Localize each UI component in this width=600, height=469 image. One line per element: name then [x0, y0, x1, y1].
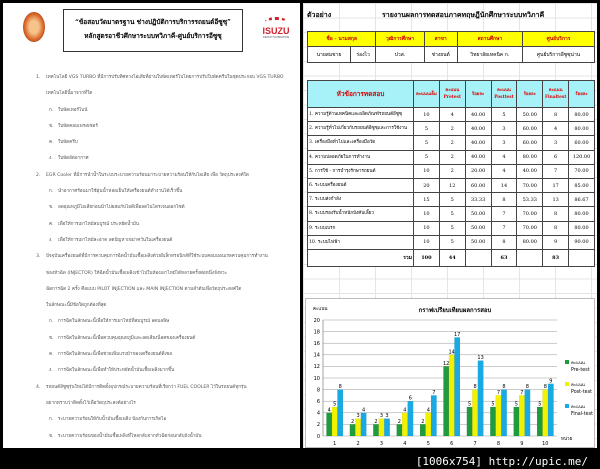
score-cell: 120.00 [569, 150, 595, 164]
item-number: ค. [49, 221, 54, 227]
bar-posttest [379, 419, 385, 436]
x-tick-label: 6 [450, 441, 454, 447]
score-cell: 14 [491, 178, 517, 192]
total-full: 100 [414, 249, 440, 266]
score-cell: 70.00 [517, 207, 543, 221]
score-header-cell: คะแนน Pretest [439, 81, 465, 108]
question-line [3, 70, 300, 86]
topic-name: 5. การใช้ - การบำรุงรักษารถยนต์ [308, 164, 414, 178]
score-cell: 4 [439, 108, 465, 122]
info-school: วิทยาลัยเทคนิค ก. [457, 47, 522, 63]
legend-label: Pre-test [571, 368, 590, 373]
score-cell: 80.00 [569, 108, 595, 122]
x-tick-label: 5 [426, 441, 430, 447]
bar-pretest [350, 424, 356, 436]
score-cell: 3 [491, 122, 517, 136]
topic-name: 8. ระบบรองรับน้ำหนักบังคับเลี้ยว [308, 207, 414, 221]
score-table [307, 80, 595, 267]
info-header-major: สาขา [424, 32, 457, 47]
score-cell: 60.00 [569, 136, 595, 150]
score-cell: 10 [414, 207, 440, 221]
y-tick-label: 2 [316, 422, 320, 429]
item-number: 3. [36, 254, 41, 260]
score-cell: 53.33 [517, 193, 543, 207]
college-seal-logo [23, 12, 45, 42]
item-text: การฉีดในลักษณะนี้เพื่อควบคุมอุณหภูมิและลดเสียงน็อคของเครื่องยนต์ [58, 335, 196, 341]
y-tick-label: 8 [316, 387, 320, 394]
data-label: 7 [432, 389, 436, 396]
x-tick-label: 3 [379, 441, 384, 447]
info-header-school: สถานศึกษา [457, 32, 522, 47]
score-cell: 50.00 [517, 108, 543, 122]
score-cell: 8 [491, 193, 517, 207]
item-text: ในลักษณะนี้มีข้อใดถูกต้องที่สุด [46, 303, 107, 309]
chart-title: กราฟเปรียบเทียบผลการสอบ [418, 307, 492, 314]
score-cell: 5 [491, 108, 517, 122]
score-cell: 60.00 [517, 122, 543, 136]
item-text: ใบพัดอัดอากาศ [58, 156, 89, 162]
score-cell: 85.00 [569, 178, 595, 192]
data-label: 2 [351, 418, 355, 425]
item-number: ข. [49, 335, 54, 341]
total-label: รวม [308, 249, 414, 266]
table-row [308, 221, 595, 235]
data-label: 3 [385, 413, 389, 420]
score-cell: 4 [543, 122, 569, 136]
score-cell: 10 [414, 235, 440, 249]
data-label: 8 [502, 384, 506, 391]
x-tick-label: 4 [403, 441, 407, 447]
x-tick-label: 2 [356, 441, 360, 447]
score-cell: 5 [439, 207, 465, 221]
score-cell: 5 [439, 193, 465, 207]
data-label: 4 [327, 407, 331, 414]
score-header-cell: คะแนน Finaltest [543, 81, 569, 108]
question-line [3, 380, 300, 396]
table-row [308, 136, 595, 150]
x-tick-label: 1 [333, 441, 337, 447]
score-cell: 86.67 [569, 193, 595, 207]
bar-pretest [467, 407, 473, 436]
table-row [308, 207, 595, 221]
bar-posttest [496, 395, 502, 436]
table-row [308, 178, 595, 192]
score-cell: 2 [439, 164, 465, 178]
score-header-cell: ร้อยละ [517, 81, 543, 108]
question-line [3, 168, 300, 184]
score-cell: 17 [543, 178, 569, 192]
score-header-cell: คะแนน Posttest [491, 81, 517, 108]
bar-finaltest [408, 401, 414, 436]
data-label: 5 [491, 401, 495, 408]
score-header-row [308, 81, 595, 108]
answer-option [3, 412, 300, 428]
item-text: เพื่อให้การเผาไหม้สะอาด ลดปัญหาเขม่าควันในเครื่องยนต์ [58, 237, 173, 243]
answer-option [3, 103, 300, 119]
answer-option [3, 184, 300, 200]
bar-finaltest [478, 361, 484, 436]
y-tick-label: 10 [313, 375, 320, 382]
topic-name: 3. เครื่องมือทั่วไปและเครื่องมือวัด [308, 136, 414, 150]
info-center: ศูนย์บริการอีซูซุน่าน [523, 47, 595, 63]
answer-option [3, 331, 300, 347]
report-title: รายงานผลการทดสอบภาคทฤษฎีนักศึกษาระบบทวิภาคี [382, 10, 545, 19]
legend-label: คะแนน [571, 405, 585, 410]
item-text: การฉีดในลักษณะนี้เพื่อทำให้ประหยัดน้ำมันเชื้อเพลิงมากขึ้น [58, 368, 175, 374]
item-text: ระบายความร้อนของน้ำมันเชื้อเพลิงที่ไหลกลับจากหัวฉีดก่อนกลับถังน้ำมัน [58, 433, 202, 439]
total-final: 83 [543, 249, 569, 266]
x-tick-label: 10 [542, 441, 549, 447]
info-major: ช่างยนต์ [424, 47, 457, 63]
data-label: 8 [525, 384, 529, 391]
bar-pretest [490, 407, 496, 436]
bar-finaltest [548, 384, 554, 436]
data-label: 2 [374, 418, 378, 425]
item-number: ข. [49, 205, 54, 211]
y-tick-label: 12 [313, 364, 320, 371]
watermark: [1006x754] http://upic.me/ [415, 455, 588, 468]
score-cell: 15 [414, 193, 440, 207]
item-number: ค. [49, 352, 54, 358]
bar-pretest [443, 366, 449, 436]
score-cell: 50.00 [465, 207, 491, 221]
legend-swatch [565, 382, 569, 386]
bar-finaltest [361, 413, 367, 436]
data-label: 14 [448, 349, 455, 356]
item-text: นำอากาศร้อนมาใช้อุ่นน้ำหล่อเย็นให้เครื่องยนต์ทำงานได้เร็วขึ้น [58, 189, 183, 195]
question-continuation [3, 266, 300, 282]
item-text: EGR Cooler ที่มีการนำน้ำในระบบระบายความร้อนมาระบายความร้อนให้กับไอเสีย เพื่อ วัตถุประสงค์ใด [46, 172, 249, 178]
item-number: 2. [36, 172, 41, 178]
score-cell: 5 [439, 235, 465, 249]
data-label: 7 [496, 389, 501, 396]
score-cell: 7 [543, 164, 569, 178]
answer-option [3, 314, 300, 330]
x-axis-label: หน่วย [561, 437, 573, 442]
score-cell: 80.00 [569, 122, 595, 136]
bar-finaltest [337, 390, 343, 436]
data-label: 2 [421, 418, 425, 425]
score-cell: 50.00 [465, 221, 491, 235]
table-row [308, 150, 595, 164]
bar-posttest [402, 413, 408, 436]
score-cell: 12 [439, 178, 465, 192]
item-text: อยากทราบว่าติดตั้งไว้เพื่อวัตถุประสงค์อย่างไร [46, 400, 136, 406]
data-label: 2 [397, 418, 401, 425]
bar-finaltest [454, 337, 460, 436]
bar-finaltest [501, 390, 507, 436]
item-text: เพื่อให้การเผาไหม้สมบูรณ์ ประหยัดน้ำมัน [58, 221, 140, 227]
item-number: ง. [49, 156, 53, 162]
item-text: ใบพัดครีบ [58, 140, 78, 146]
data-label: 9 [549, 378, 553, 385]
info-header-center: ศูนย์บริการ [523, 32, 595, 47]
topic-name: 6. ระบบเครื่องยนต์ [308, 178, 414, 192]
comparison-chart [305, 298, 595, 448]
score-cell: 2 [439, 136, 465, 150]
score-cell: 8 [543, 207, 569, 221]
score-cell: 60.00 [465, 178, 491, 192]
score-cell: 33.33 [465, 193, 491, 207]
empty-cell [517, 249, 543, 266]
exam-header-box [63, 9, 243, 52]
score-cell: 13 [543, 193, 569, 207]
score-cell: 70.00 [517, 178, 543, 192]
y-tick-label: 18 [313, 329, 320, 336]
answer-option [3, 217, 300, 233]
topic-name: 1. ความรู้ด้านเทคนิคและผลิตภัณฑ์รถยนต์อีซูซุ [308, 108, 414, 122]
item-number: ก. [49, 417, 54, 423]
exam-title: “ข้อสอบวัดมาตรฐาน ช่างปฏิบัติการบริการรถยนต์อีซูซุ” [75, 18, 231, 26]
score-cell: 80.00 [569, 221, 595, 235]
item-text: ใบพัดคอมเพรสเซอร์ [58, 123, 98, 129]
item-text: ของหัวฉีด (INJECTOR) ให้ฉีดน้ำมันเชื้อเพลิงเข้าไปในห้องเผาไหม้ได้หลายครั้งต่อหนึ่งจังหวะ [46, 270, 228, 276]
item-number: ก. [49, 107, 54, 113]
question-line [3, 249, 300, 265]
item-text: การฉีดในลักษณะนี้เพื่อให้การเผาไหม้ที่สมบูรณ์ ลดมลพิษ [58, 319, 170, 325]
score-header-cell: หัวข้อการทดสอบ [308, 81, 414, 108]
score-cell: 6 [543, 150, 569, 164]
student-info-table [307, 31, 595, 63]
empty-cell [569, 249, 595, 266]
answer-option [3, 233, 300, 249]
score-header-cell: ร้อยละ [465, 81, 491, 108]
answer-option [3, 200, 300, 216]
score-cell: 80.00 [517, 235, 543, 249]
info-last-name: ร่องไว [350, 47, 376, 63]
question-continuation [3, 396, 300, 412]
item-number: ข. [49, 123, 54, 129]
bar-pretest [514, 407, 520, 436]
data-label: 8 [543, 384, 547, 391]
score-cell: 50.00 [465, 235, 491, 249]
bar-finaltest [384, 419, 390, 436]
answer-option [3, 429, 300, 445]
score-header-cell: คะแนนเต็ม [414, 81, 440, 108]
data-label: 17 [454, 331, 461, 338]
info-education: ปวส. [376, 47, 424, 63]
data-label: 5 [514, 401, 518, 408]
score-cell: 40.00 [465, 150, 491, 164]
score-cell: 80.00 [517, 150, 543, 164]
answer-option [3, 151, 300, 167]
score-cell: 80.00 [569, 207, 595, 221]
score-cell: 40.00 [517, 164, 543, 178]
data-label: 6 [408, 395, 412, 402]
item-number: ก. [49, 319, 54, 325]
bar-posttest [332, 407, 338, 436]
score-cell: 20 [414, 178, 440, 192]
score-cell: 8 [543, 108, 569, 122]
bar-pretest [397, 424, 403, 436]
score-cell: 2 [439, 122, 465, 136]
legend-label: Final-test [571, 412, 593, 417]
score-cell: 90.00 [569, 235, 595, 249]
bar-posttest [543, 390, 549, 436]
bar-posttest [472, 390, 478, 436]
x-tick-label: 7 [473, 441, 477, 447]
score-cell: 5 [414, 122, 440, 136]
bar-posttest [355, 419, 361, 436]
score-cell: 40.00 [465, 136, 491, 150]
score-cell: 4 [491, 150, 517, 164]
example-label: ตัวอย่าง [307, 10, 332, 19]
bar-finaltest [431, 395, 437, 436]
isuzu-logo: ISUZU GROUP FOUNDATION [259, 17, 293, 39]
score-cell: 40.00 [465, 122, 491, 136]
exam-page [3, 3, 300, 448]
data-label: 4 [362, 407, 366, 414]
score-cell: 5 [414, 150, 440, 164]
score-cell: 4 [491, 164, 517, 178]
item-number: ง. [49, 237, 53, 243]
x-tick-label: 9 [520, 441, 524, 447]
score-cell: 7 [491, 221, 517, 235]
topic-name: 10. ระบบไฟฟ้า [308, 235, 414, 249]
table-row [308, 108, 595, 122]
item-number: ข. [49, 433, 54, 439]
answer-option [3, 135, 300, 151]
data-label: 3 [379, 413, 384, 420]
item-text: ระบายความร้อนให้กับน้ำมันเชื้อเพลิง ป้องกันการเกิดไอ [58, 417, 167, 423]
score-cell: 7 [491, 207, 517, 221]
score-cell: 20.00 [465, 164, 491, 178]
bar-pretest [373, 424, 379, 436]
bar-finaltest [525, 390, 531, 436]
table-row [308, 193, 595, 207]
data-label: 3 [356, 413, 360, 420]
question-list [3, 70, 300, 445]
data-label: 4 [426, 407, 430, 414]
table-row [308, 164, 595, 178]
data-label: 4 [403, 407, 407, 414]
item-number: ง. [49, 368, 53, 374]
total-pre: 44 [439, 249, 465, 266]
item-number: ก. [49, 189, 54, 195]
topic-name: 2. ความรู้ทั่วไปเกี่ยวกับรถยนต์อีซูซุและการใช้งาน [308, 122, 414, 136]
table-row [308, 235, 595, 249]
legend-label: คะแนน [571, 383, 585, 388]
question-continuation [3, 86, 300, 102]
score-cell: 10 [414, 221, 440, 235]
score-cell: 9 [543, 235, 569, 249]
data-label: 5 [538, 401, 542, 408]
topic-name: 9. ระบบเบรก [308, 221, 414, 235]
empty-cell [465, 249, 491, 266]
item-text: เทคโนโลยี VGS TURBO ที่มีการปรับทิศทางไอเสียที่ผ่านใบพัดเทอร์โบโดยการปรับใบพัดครีบในชุดประกอบ VGS TURBO [46, 75, 284, 80]
data-label: 13 [477, 355, 484, 362]
score-cell: 8 [491, 235, 517, 249]
bar-posttest [519, 395, 525, 436]
total-post: 63 [491, 249, 517, 266]
y-tick-label: 14 [313, 352, 320, 359]
score-header-cell: ร้อยละ [569, 81, 595, 108]
item-text: ปัจจุบันเครื่องยนต์ที่มีการควบคุมการฉีดน้ำมันเชื้อเพลิงด้วยอิเล็กทรอนิกส์ที่ใช้ระบบคอมมอนเรลควบคุมการทำงาน [46, 254, 268, 260]
score-cell: 60.00 [517, 136, 543, 150]
bar-pretest [326, 413, 332, 436]
item-number: ค. [49, 140, 54, 146]
score-cell: 70.00 [569, 164, 595, 178]
topic-name: 4. ความปลอดภัยในการทำงาน [308, 150, 414, 164]
data-label: 7 [520, 389, 524, 396]
bar-posttest [426, 413, 432, 436]
score-cell: 40.00 [465, 108, 491, 122]
info-first-name: นายสมชาย [308, 47, 351, 63]
legend-swatch [565, 360, 569, 364]
y-tick-label: 0 [316, 433, 320, 440]
score-cell: 2 [439, 150, 465, 164]
y-tick-label: 16 [313, 341, 320, 347]
legend-label: คะแนน [571, 361, 585, 366]
score-cell: 70.00 [517, 221, 543, 235]
info-header-name: ชื่อ - นามสกุล [308, 32, 376, 47]
item-text: เทคโนโลยีนี้มาจากที่ใด [46, 91, 93, 97]
data-label: 8 [338, 384, 342, 391]
score-cell: 5 [439, 221, 465, 235]
bar-pretest [537, 407, 543, 436]
score-cell: 5 [414, 136, 440, 150]
table-row [308, 122, 595, 136]
y-tick-label: 4 [316, 410, 320, 417]
total-row [308, 249, 595, 266]
question-continuation [3, 282, 300, 298]
y-axis-label: คะแนน [313, 307, 328, 312]
x-tick-label: 8 [496, 441, 501, 447]
score-cell: 10 [414, 108, 440, 122]
report-header [307, 7, 593, 23]
item-text: ใบพัดเทอร์ไบน์ [58, 107, 88, 113]
topic-name: 7. ระบบส่งกำลัง [308, 193, 414, 207]
item-text: รถยนต์อีซูซุรุ่นใหม่ได้มีการติดตั้งอุปกรณ์ระบายความร้อนที่เรียกว่า FUEL COOLER ไว้ในรถยนต์ทุกรุ่น [46, 384, 247, 390]
score-cell: 3 [543, 136, 569, 150]
answer-option [3, 119, 300, 135]
chart-svg [305, 298, 595, 448]
y-tick-label: 20 [313, 317, 320, 324]
bar-posttest [449, 355, 455, 436]
score-cell: 3 [491, 136, 517, 150]
item-number: 1. [36, 75, 41, 80]
bar-pretest [420, 424, 426, 436]
score-cell: 8 [543, 221, 569, 235]
data-label: 5 [468, 401, 472, 408]
answer-option [3, 347, 300, 363]
item-text: ลดอุณหภูมิไอเสียก่อนนำไปผสมกับไอดีเพื่อลดไนโตรเจนออกไซด์ [58, 205, 185, 211]
question-continuation [3, 298, 300, 314]
data-label: 5 [333, 401, 337, 408]
legend-swatch [565, 404, 569, 408]
answer-option [3, 363, 300, 379]
exam-subtitle: หลักสูตรอาชีวศึกษาระบบทวิภาคี-ศูนย์บริการอีซูซุ [84, 32, 222, 40]
data-label: 8 [473, 384, 477, 391]
report-page [303, 3, 597, 448]
data-label: 12 [443, 360, 450, 367]
item-text: ฉีดการฉีด 2 ครั้ง คือแบบ PILOT INJECTION และ MAIN INJECTION ตามลำดับเพื่อวัตถุประสงค์ใด [46, 286, 242, 292]
y-tick-label: 6 [316, 399, 320, 405]
legend-label: Post-test [571, 390, 592, 395]
item-number: 4. [36, 384, 41, 390]
item-text: การฉีดในลักษณะนี้เพื่อช่วยเพิ่มแรงม้าของเครื่องยนต์ดีเซล [58, 352, 173, 358]
score-cell: 10 [414, 164, 440, 178]
info-header-education: วุฒิการศึกษา [376, 32, 424, 47]
